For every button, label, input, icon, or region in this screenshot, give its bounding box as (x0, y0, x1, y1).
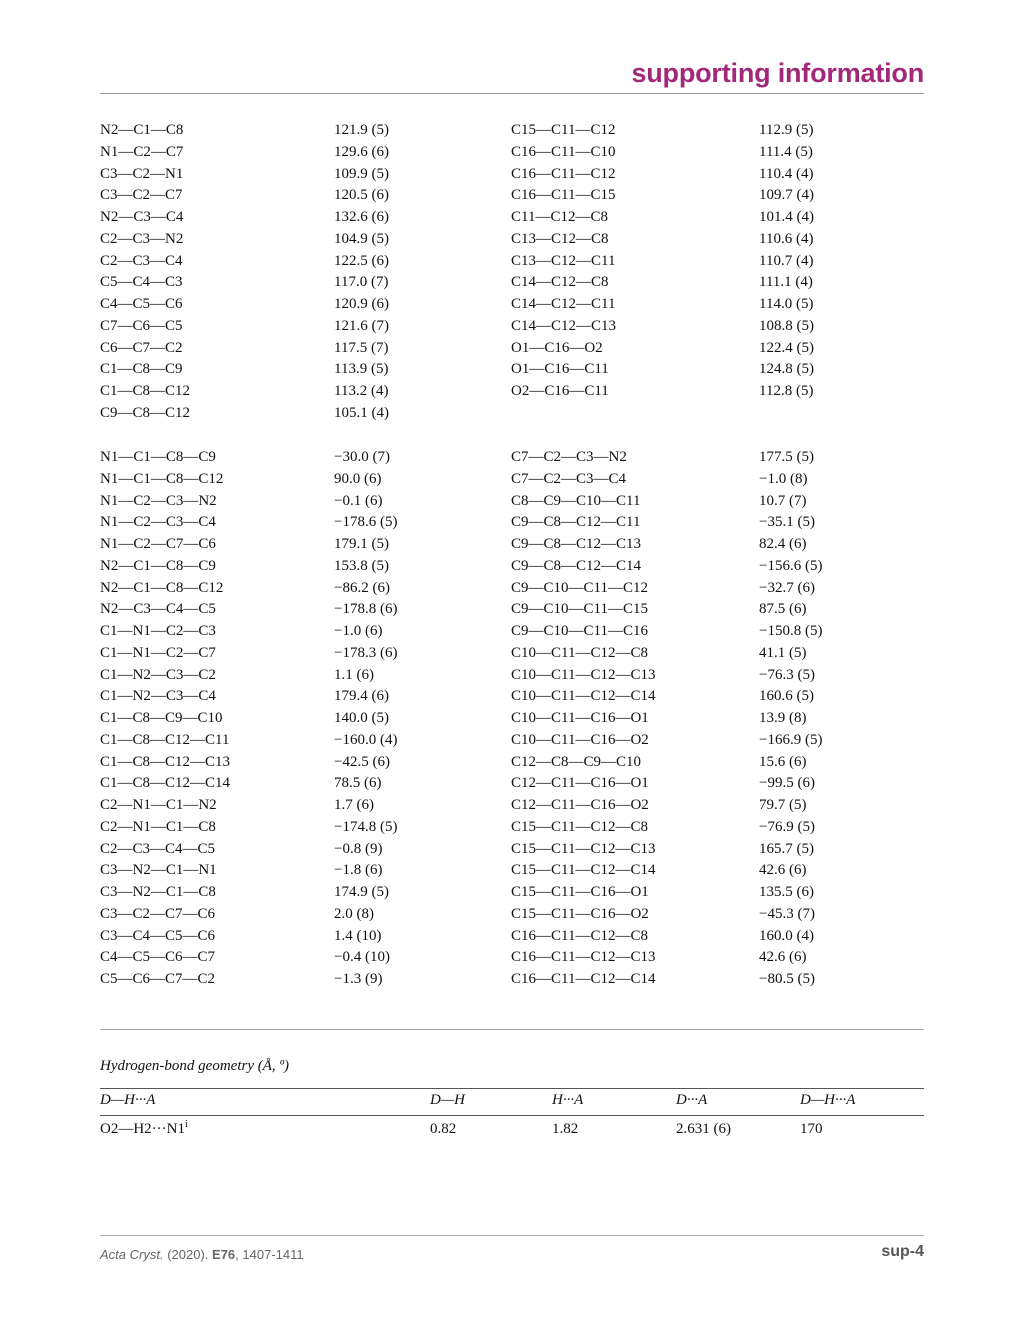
value-right: −156.6 (5) (759, 557, 823, 574)
value-left: −42.5 (6) (334, 753, 390, 770)
table-row (100, 904, 924, 926)
section-divider (100, 1029, 924, 1030)
value-left: −0.4 (10) (334, 949, 390, 966)
atoms-right: C16—C11—C10 (511, 143, 616, 160)
value-right: 13.9 (8) (759, 710, 807, 726)
value-left: 174.9 (5) (334, 884, 389, 900)
value-left: 105.1 (4) (334, 404, 389, 421)
table-row (100, 359, 924, 381)
value-left: 109.9 (5) (334, 165, 389, 182)
table-row (100, 272, 924, 294)
hbond-header-angle: D—H···A (800, 1092, 856, 1108)
atoms-right: C16—C11—C12—C14 (511, 971, 656, 987)
atoms-left: C2—C3—N2 (100, 230, 184, 247)
hbond-label (100, 1121, 188, 1138)
value-right: 112.8 (5) (759, 383, 814, 399)
value-left: 140.0 (5) (334, 710, 389, 726)
value-left: −174.8 (5) (334, 818, 398, 835)
value-right: 124.8 (5) (759, 361, 814, 378)
value-right: −150.8 (5) (759, 623, 823, 639)
atoms-left: C4—C5—C6 (100, 296, 183, 312)
value-right: 112.9 (5) (759, 122, 814, 138)
atoms-left: C1—N2—C3—C4 (100, 688, 216, 705)
value-left: 117.5 (7) (334, 339, 389, 356)
atoms-left: N2—C3—C4 (100, 209, 184, 225)
hbond-label-text: O2—H2···N1 (100, 1121, 185, 1137)
value-left: −1.0 (6) (334, 623, 383, 639)
atoms-right: C14—C12—C8 (511, 274, 609, 291)
page-number: sup-4 (881, 1243, 924, 1260)
value-left: 113.9 (5) (334, 361, 389, 378)
footer-year: (2020). (167, 1247, 209, 1262)
table-row (100, 578, 924, 600)
atoms-left: C3—C2—N1 (100, 165, 184, 182)
hbond-header-rule (100, 1115, 924, 1116)
atoms-left: N2—C1—C8—C9 (100, 557, 216, 574)
value-right: 15.6 (6) (759, 753, 807, 770)
table-row (100, 621, 924, 643)
value-left: 179.1 (5) (334, 536, 389, 552)
value-left: −30.0 (7) (334, 449, 390, 465)
value-right: 42.6 (6) (759, 949, 807, 966)
table-row (100, 882, 924, 904)
table-row (100, 142, 924, 164)
table-row (100, 817, 924, 839)
value-right: 177.5 (5) (759, 449, 814, 465)
footer-volume: E76 (212, 1247, 236, 1262)
atoms-left: C1—N2—C3—C2 (100, 666, 216, 683)
value-left: 179.4 (6) (334, 688, 389, 705)
bond-angles-table (100, 120, 924, 425)
value-right: −32.7 (6) (759, 579, 815, 596)
atoms-right: C12—C11—C16—O1 (511, 775, 649, 792)
atoms-right: C14—C12—C11 (511, 296, 616, 312)
table-row (100, 229, 924, 251)
value-left: 2.0 (8) (334, 905, 374, 922)
value-right: 111.4 (5) (759, 143, 813, 160)
table-row (100, 164, 924, 186)
atoms-right: C14—C12—C13 (511, 317, 617, 334)
hbond-da-value: 2.631 (6) (676, 1121, 731, 1137)
atoms-right: C16—C11—C12—C8 (511, 927, 648, 944)
value-left: 153.8 (5) (334, 557, 389, 574)
atoms-left: C2—N1—C1—C8 (100, 818, 216, 835)
table-row (100, 599, 924, 621)
table-row (100, 207, 924, 229)
atoms-left: C5—C6—C7—C2 (100, 971, 216, 987)
atoms-right: C13—C12—C8 (511, 230, 609, 247)
atoms-right: C16—C11—C15 (511, 187, 616, 204)
atoms-left: C1—C8—C12—C11 (100, 731, 230, 748)
atoms-left: N2—C1—C8 (100, 122, 184, 138)
atoms-left: C2—C3—C4—C5 (100, 840, 216, 857)
value-right: −45.3 (7) (759, 905, 815, 922)
hbond-caption: Hydrogen-bond geometry (Å, º) (100, 1058, 290, 1074)
value-right: −35.1 (5) (759, 514, 815, 531)
value-right: −76.9 (5) (759, 818, 815, 835)
table-row (100, 686, 924, 708)
footer-rule (100, 1235, 924, 1236)
value-left: 1.7 (6) (334, 797, 374, 813)
value-left: −160.0 (4) (334, 731, 398, 748)
atoms-right: C15—C11—C16—O2 (511, 905, 649, 922)
atoms-right: C16—C11—C12 (511, 165, 616, 182)
value-right: −76.3 (5) (759, 666, 815, 683)
value-left: −1.3 (9) (334, 971, 383, 987)
atoms-left: N2—C1—C8—C12 (100, 579, 224, 596)
footer-journal: Acta Cryst. (100, 1247, 164, 1262)
value-right: 135.5 (6) (759, 884, 814, 900)
table-row (100, 294, 924, 316)
hbond-top-rule (100, 1088, 924, 1089)
atoms-left: C5—C4—C3 (100, 274, 183, 291)
symmetry-code: i (184, 1119, 188, 1130)
value-right: −166.9 (5) (759, 731, 823, 748)
atoms-right: O2—C16—C11 (511, 383, 609, 399)
atoms-right: C9—C8—C12—C13 (511, 536, 642, 552)
atoms-left: N1—C1—C8—C12 (100, 470, 224, 487)
atoms-right: C9—C8—C12—C11 (511, 514, 641, 531)
value-right: 87.5 (6) (759, 601, 807, 618)
hbond-header-da: D···A (676, 1092, 708, 1108)
table-row (100, 643, 924, 665)
table-row (100, 469, 924, 491)
value-left: 1.1 (6) (334, 666, 374, 683)
atoms-right: C9—C10—C11—C12 (511, 579, 648, 596)
value-left: 90.0 (6) (334, 470, 382, 487)
value-right: 122.4 (5) (759, 339, 814, 356)
value-left: 129.6 (6) (334, 143, 389, 160)
value-right: 42.6 (6) (759, 862, 807, 879)
table-row (100, 839, 924, 861)
atoms-left: C2—C3—C4 (100, 252, 183, 269)
table-row (100, 512, 924, 534)
value-right: 110.4 (4) (759, 165, 814, 182)
table-row (100, 491, 924, 513)
value-right: 101.4 (4) (759, 209, 814, 225)
value-right: −80.5 (5) (759, 971, 815, 987)
value-left: −0.8 (9) (334, 840, 383, 857)
value-left: 120.5 (6) (334, 187, 389, 204)
atoms-right: C10—C11—C16—O2 (511, 731, 649, 748)
atoms-left: N1—C2—C3—N2 (100, 492, 217, 509)
atoms-right: C7—C2—C3—N2 (511, 449, 627, 465)
atoms-right: O1—C16—O2 (511, 339, 603, 356)
atoms-right: C13—C12—C11 (511, 252, 616, 269)
value-right: 114.0 (5) (759, 296, 814, 312)
table-row (100, 316, 924, 338)
table-row (100, 556, 924, 578)
atoms-left: N1—C1—C8—C9 (100, 449, 216, 465)
supporting-information-title: supporting information (631, 58, 924, 88)
atoms-left: C2—N1—C1—N2 (100, 797, 217, 813)
value-right: 79.7 (5) (759, 797, 807, 813)
value-right: 111.1 (4) (759, 274, 813, 291)
value-left: −1.8 (6) (334, 862, 383, 879)
table-row (100, 708, 924, 730)
atoms-right: C10—C11—C12—C8 (511, 644, 648, 661)
table-row (100, 773, 924, 795)
atoms-right: C11—C12—C8 (511, 209, 608, 225)
value-left: −178.8 (6) (334, 601, 398, 618)
atoms-right: O1—C16—C11 (511, 361, 609, 378)
atoms-left: C1—N1—C2—C7 (100, 644, 216, 661)
value-left: 132.6 (6) (334, 209, 389, 225)
table-row (100, 534, 924, 556)
table-row (100, 752, 924, 774)
value-left: 121.9 (5) (334, 122, 389, 138)
value-left: 120.9 (6) (334, 296, 389, 312)
value-right: −99.5 (6) (759, 775, 815, 792)
value-right: 110.7 (4) (759, 252, 814, 269)
atoms-right: C15—C11—C12—C14 (511, 862, 656, 879)
table-row (100, 795, 924, 817)
atoms-right: C12—C8—C9—C10 (511, 753, 642, 770)
hbond-data-row (100, 1121, 924, 1143)
value-right: 160.6 (5) (759, 688, 814, 705)
atoms-right: C12—C11—C16—O2 (511, 797, 649, 813)
atoms-right: C15—C11—C12—C8 (511, 818, 648, 835)
value-left: 121.6 (7) (334, 317, 389, 334)
hbond-angle-value: 170 (800, 1121, 823, 1137)
atoms-left: C3—N2—C1—N1 (100, 862, 217, 879)
table-row (100, 926, 924, 948)
value-right: 160.0 (4) (759, 927, 814, 944)
atoms-left: N1—C2—C7 (100, 143, 184, 160)
hbond-header-row (100, 1092, 924, 1114)
value-left: −0.1 (6) (334, 492, 383, 509)
value-left: −86.2 (6) (334, 579, 390, 596)
atoms-left: C3—C4—C5—C6 (100, 927, 216, 944)
table-row (100, 381, 924, 403)
table-row (100, 947, 924, 969)
atoms-right: C10—C11—C12—C14 (511, 688, 656, 705)
value-right: 110.6 (4) (759, 230, 814, 247)
value-right: 41.1 (5) (759, 644, 807, 661)
value-right: 10.7 (7) (759, 492, 807, 509)
hbond-header-dha: D—H···A (100, 1092, 156, 1108)
atoms-left: C1—C8—C12—C14 (100, 775, 231, 792)
value-left: 78.5 (6) (334, 775, 382, 792)
footer-citation (100, 1247, 304, 1262)
atoms-left: C3—C2—C7 (100, 187, 183, 204)
atoms-left: C1—N1—C2—C3 (100, 623, 216, 639)
value-left: 122.5 (6) (334, 252, 389, 269)
value-left: 117.0 (7) (334, 274, 389, 291)
hbond-dh-value: 0.82 (430, 1121, 457, 1137)
hbond-header-ha: H···A (552, 1092, 584, 1108)
atoms-left: C3—C2—C7—C6 (100, 905, 216, 922)
atoms-left: C4—C5—C6—C7 (100, 949, 216, 966)
atoms-left: C3—N2—C1—C8 (100, 884, 216, 900)
value-right: 165.7 (5) (759, 840, 814, 857)
table-row (100, 730, 924, 752)
atoms-right: C16—C11—C12—C13 (511, 949, 656, 966)
atoms-right: C15—C11—C12—C13 (511, 840, 656, 857)
value-left: 113.2 (4) (334, 383, 389, 399)
atoms-right: C9—C8—C12—C14 (511, 557, 642, 574)
atoms-left: N1—C2—C7—C6 (100, 536, 216, 552)
atoms-left: C1—C8—C9 (100, 361, 183, 378)
atoms-left: C6—C7—C2 (100, 339, 183, 356)
value-left: −178.3 (6) (334, 644, 398, 661)
atoms-left: C7—C6—C5 (100, 317, 183, 334)
value-right: 109.7 (4) (759, 187, 814, 204)
atoms-right: C8—C9—C10—C11 (511, 492, 641, 509)
footer-pages: , 1407-1411 (235, 1247, 304, 1262)
atoms-right: C9—C10—C11—C16 (511, 623, 648, 639)
value-right: 108.8 (5) (759, 317, 814, 334)
atoms-left: C1—C8—C12 (100, 383, 191, 399)
atoms-left: C9—C8—C12 (100, 404, 191, 421)
table-row (100, 447, 924, 469)
atoms-right: C9—C10—C11—C15 (511, 601, 648, 618)
value-left: 1.4 (10) (334, 927, 382, 944)
atoms-right: C10—C11—C16—O1 (511, 710, 649, 726)
torsion-angles-table (100, 447, 924, 991)
value-left: −178.6 (5) (334, 514, 398, 531)
atoms-right: C15—C11—C12 (511, 122, 616, 138)
table-row (100, 403, 924, 425)
atoms-left: C1—C8—C9—C10 (100, 710, 223, 726)
hbond-ha-value: 1.82 (552, 1121, 579, 1137)
table-row (100, 860, 924, 882)
value-right: 82.4 (6) (759, 536, 807, 552)
atoms-left: N2—C3—C4—C5 (100, 601, 216, 618)
table-row (100, 969, 924, 991)
table-row (100, 185, 924, 207)
table-row (100, 251, 924, 273)
value-left: 104.9 (5) (334, 230, 389, 247)
hbond-header-dh: D—H (430, 1092, 466, 1108)
table-row (100, 338, 924, 360)
atoms-right: C7—C2—C3—C4 (511, 470, 627, 487)
atoms-right: C10—C11—C12—C13 (511, 666, 656, 683)
header-rule (100, 93, 924, 94)
table-row (100, 120, 924, 142)
atoms-left: N1—C2—C3—C4 (100, 514, 216, 531)
value-right: −1.0 (8) (759, 470, 808, 487)
table-row (100, 665, 924, 687)
atoms-left: C1—C8—C12—C13 (100, 753, 231, 770)
atoms-right: C15—C11—C16—O1 (511, 884, 649, 900)
